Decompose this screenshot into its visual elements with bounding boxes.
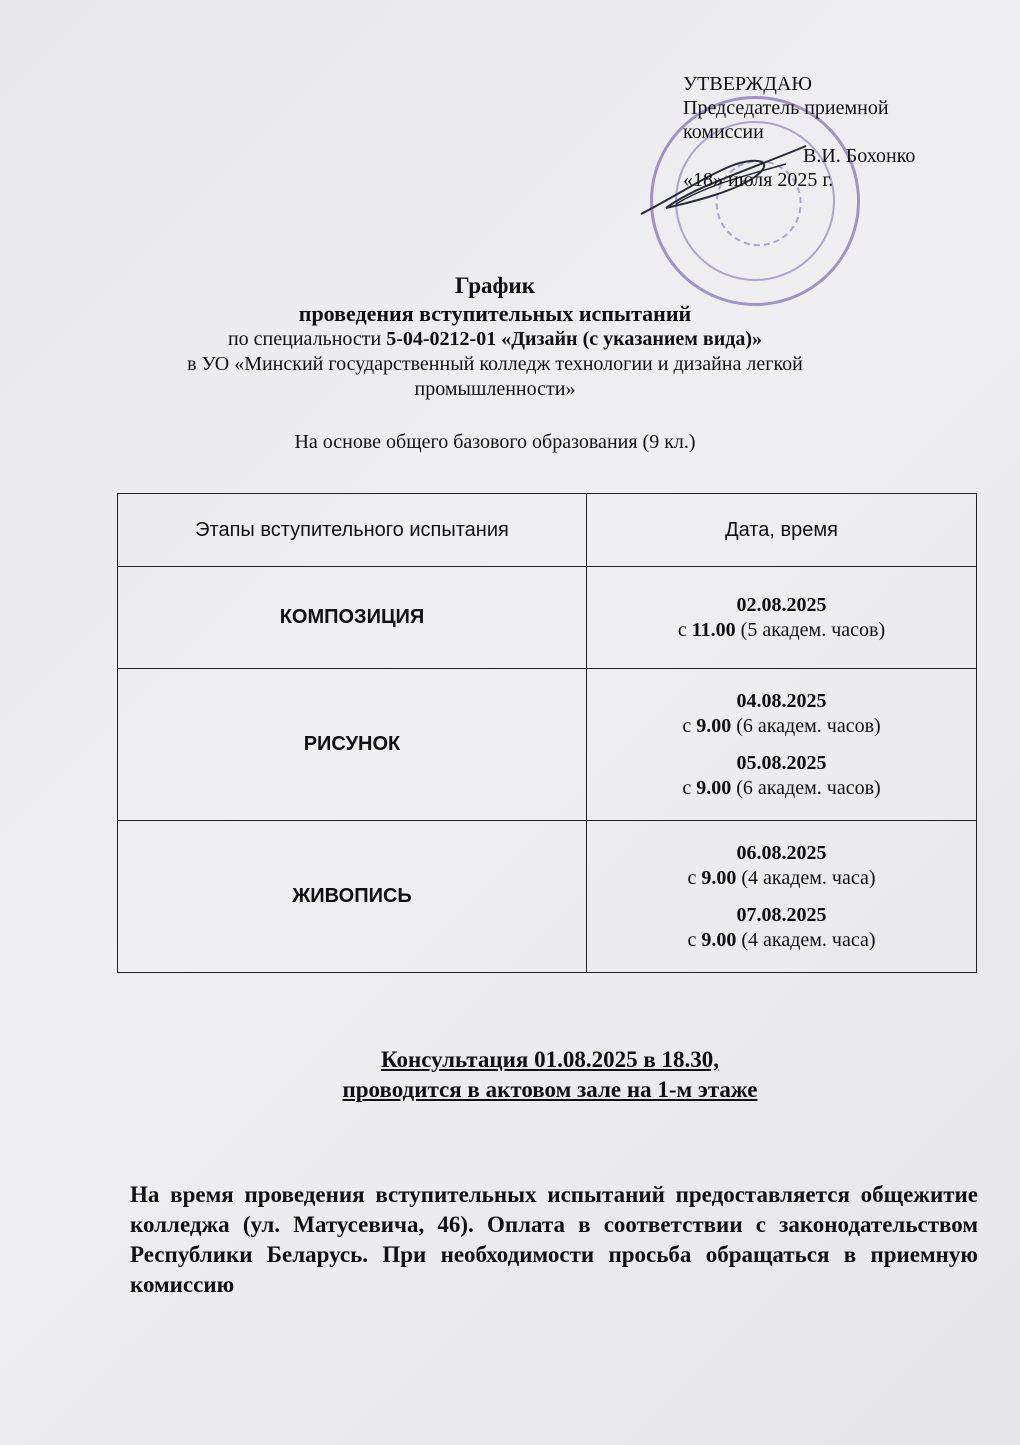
schedule-slot bbox=[587, 683, 976, 745]
consultation-line1: Консультация 01.08.2025 в 18.30, bbox=[380, 1047, 719, 1072]
institution-line2: промышленности» bbox=[414, 378, 576, 400]
document-title: График bbox=[455, 273, 535, 298]
approval-signer: В.И. Бохонко bbox=[803, 145, 916, 167]
slot-date: 06.08.2025 bbox=[736, 841, 827, 864]
slot-time-value: 9.00 bbox=[701, 928, 737, 951]
table-row bbox=[118, 567, 977, 669]
slot-time-prefix: с bbox=[677, 618, 692, 641]
schedule-slot bbox=[587, 745, 976, 807]
column-header-stage: Этапы вступительного испытания bbox=[118, 494, 587, 567]
slot-time-prefix: с bbox=[682, 776, 697, 799]
slot-duration: (6 академ. часов) bbox=[731, 714, 881, 737]
specialty-prefix: по специальности bbox=[227, 328, 387, 350]
slot-time bbox=[587, 776, 976, 801]
datetime-cell bbox=[587, 821, 977, 973]
approval-position-line1: Председатель приемной bbox=[683, 97, 889, 119]
specialty-line bbox=[100, 327, 890, 352]
slot-time-prefix: с bbox=[687, 866, 702, 889]
stage-cell: КОМПОЗИЦИЯ bbox=[118, 567, 587, 669]
schedule-table bbox=[117, 493, 977, 973]
approval-block bbox=[683, 72, 983, 192]
slot-duration: (4 академ. часа) bbox=[736, 928, 876, 951]
slot-duration: (4 академ. часа) bbox=[736, 866, 876, 889]
document-subtitle: проведения вступительных испытаний bbox=[298, 301, 692, 326]
slot-time-prefix: с bbox=[687, 928, 702, 951]
slot-duration: (6 академ. часов) bbox=[731, 776, 881, 799]
schedule-slot bbox=[587, 835, 976, 897]
slot-time-prefix: с bbox=[682, 714, 697, 737]
title-block bbox=[100, 272, 890, 455]
slot-duration: (5 академ. часов) bbox=[735, 618, 886, 641]
approval-position-line2: комиссии bbox=[683, 121, 764, 143]
datetime-cell bbox=[587, 567, 977, 669]
schedule-slot bbox=[587, 897, 976, 959]
approval-heading: УТВЕРЖДАЮ bbox=[683, 73, 812, 95]
approval-date: «18» июля 2025 г. bbox=[683, 169, 834, 191]
slot-date: 04.08.2025 bbox=[736, 689, 827, 712]
datetime-cell bbox=[587, 669, 977, 821]
consultation-notice bbox=[150, 1045, 950, 1105]
table-header-row bbox=[118, 494, 977, 567]
dormitory-note: На время проведения вступительных испытаний предоставляется общежитие колледжа (ул. Матусевича, 46). Оплата в соответствии с законодательством Республики Беларусь. При необходимости просьба обращаться в приемную комиссию bbox=[130, 1182, 978, 1297]
specialty-name: 5-04-0212-01 «Дизайн (с указанием вида)» bbox=[386, 328, 763, 350]
slot-time-value: 9.00 bbox=[701, 866, 737, 889]
slot-date: 07.08.2025 bbox=[736, 903, 827, 926]
slot-time bbox=[587, 714, 976, 739]
slot-time-value: 9.00 bbox=[696, 776, 732, 799]
education-basis: На основе общего базового образования (9 кл.) bbox=[294, 431, 696, 453]
schedule-slot bbox=[587, 587, 976, 649]
slot-date: 05.08.2025 bbox=[736, 751, 827, 774]
stage-cell: ЖИВОПИСЬ bbox=[118, 821, 587, 973]
table-row bbox=[118, 821, 977, 973]
consultation-line2: проводится в актовом зале на 1-м этаже bbox=[342, 1077, 758, 1102]
slot-time-value: 9.00 bbox=[696, 714, 732, 737]
slot-date: 02.08.2025 bbox=[736, 593, 827, 616]
table-row bbox=[118, 669, 977, 821]
stage-cell: РИСУНОК bbox=[118, 669, 587, 821]
slot-time bbox=[587, 928, 976, 953]
slot-time-value: 11.00 bbox=[691, 618, 736, 641]
column-header-datetime: Дата, время bbox=[587, 494, 977, 567]
institution-line1: в УО «Минский государственный колледж технологии и дизайна легкой bbox=[187, 353, 803, 375]
slot-time bbox=[587, 866, 976, 891]
slot-time bbox=[587, 618, 976, 643]
